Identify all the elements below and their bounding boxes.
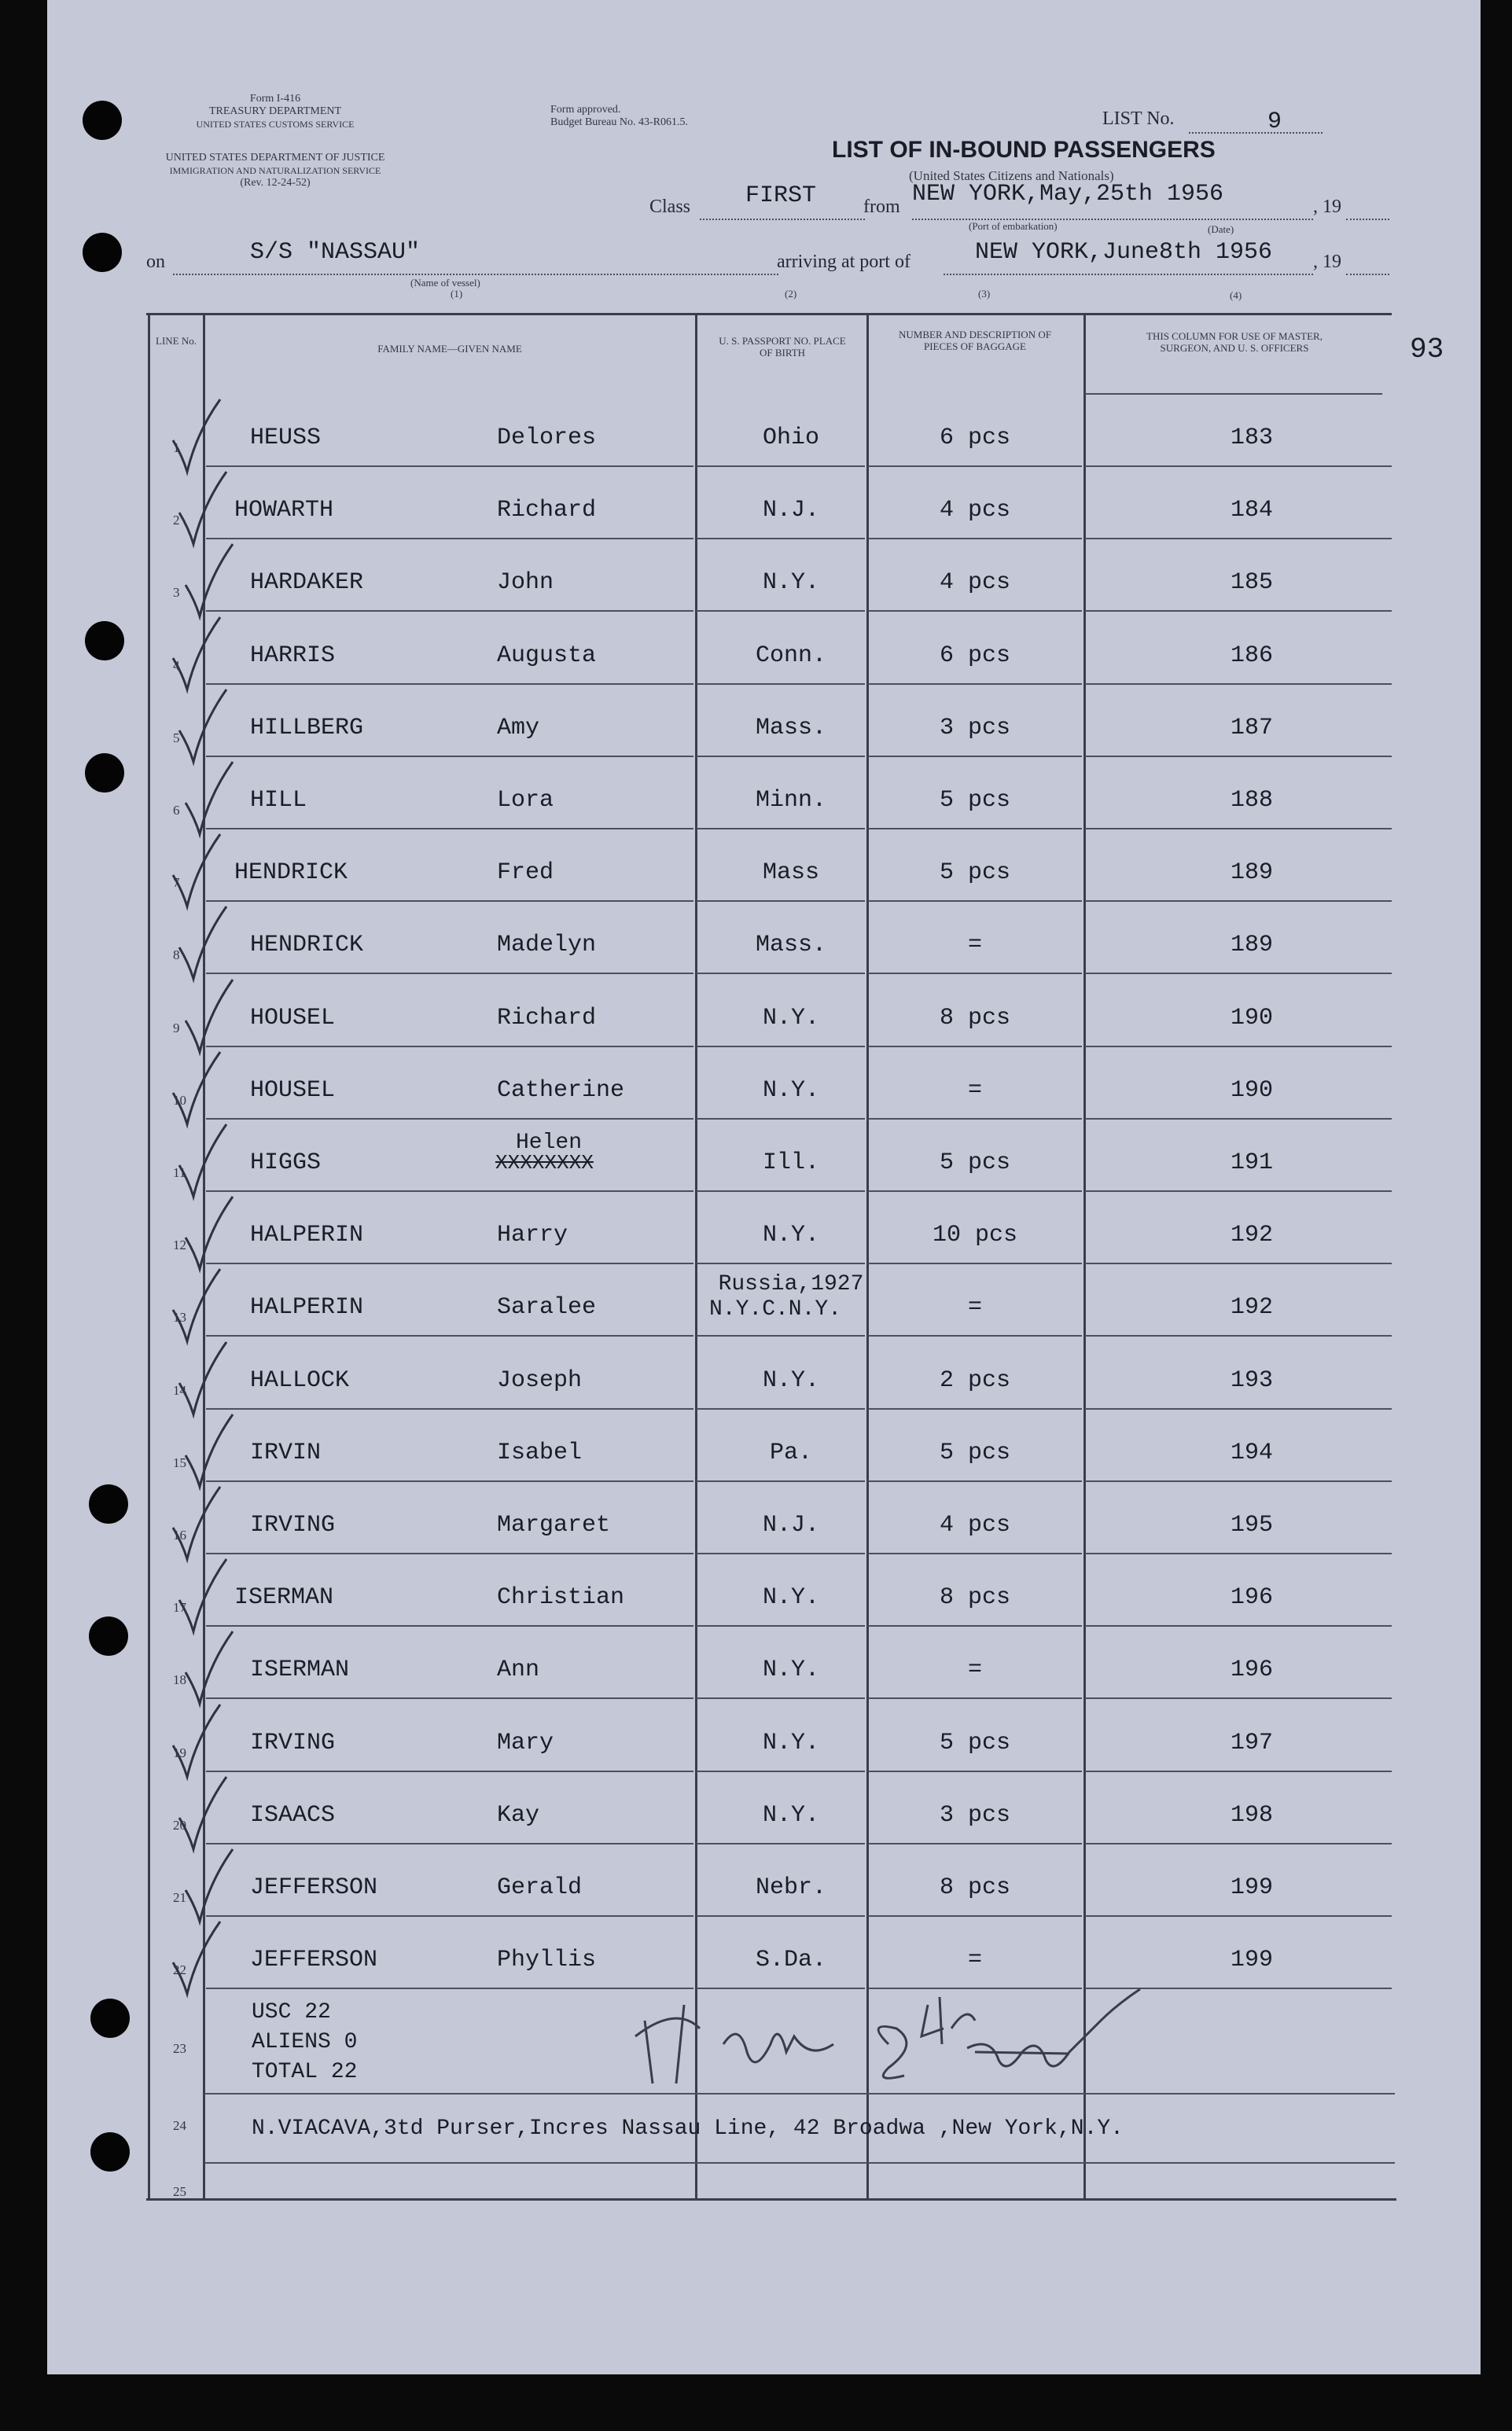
line-number: 9 (173, 1021, 180, 1035)
place-of-birth: Conn. (755, 642, 827, 669)
class-fill (700, 219, 865, 220)
row-rule (1085, 1771, 1392, 1772)
line-number: 15 (173, 1455, 186, 1470)
row-rule (1085, 1118, 1392, 1120)
document-subtitle: (United States Citizens and Nationals) (909, 168, 1114, 183)
row-rule (697, 828, 865, 829)
family-name: HARRIS (250, 642, 336, 669)
form-number: Form I-416 (249, 93, 301, 105)
punch-hole (85, 753, 124, 793)
row-rule (697, 1697, 865, 1699)
table-top-border (146, 313, 1392, 315)
officer-number: 196 (1230, 1584, 1274, 1611)
row-rule (868, 1263, 1082, 1264)
row-rule (206, 1118, 693, 1120)
family-name: JEFFERSON (250, 1947, 378, 1973)
officer-number: 190 (1230, 1077, 1274, 1104)
row-rule (1085, 1480, 1392, 1482)
class-label: Class (649, 197, 691, 217)
table-left-border (148, 313, 150, 2200)
row-rule (1085, 465, 1392, 467)
place-of-birth: Mass. (755, 932, 827, 958)
page-number: 93 (1410, 333, 1444, 366)
row-rule (1085, 610, 1392, 612)
officer-number: 188 (1230, 787, 1274, 814)
row-rule (697, 756, 865, 757)
baggage-count: 5 pcs (939, 787, 1011, 814)
from-value: NEW YORK,May,25th 1956 (912, 181, 1224, 208)
passport-divider (866, 313, 869, 2200)
baggage-count: 5 pcs (939, 859, 1011, 886)
given-name: Gerald (497, 1874, 583, 1901)
doj-label: UNITED STATES DEPARTMENT OF JUSTICE (165, 152, 385, 164)
family-name: HILLBERG (250, 715, 364, 741)
row-rule (868, 756, 1082, 757)
row-rule (868, 1190, 1082, 1192)
punch-hole (85, 621, 124, 660)
family-name: IRVING (250, 1730, 336, 1756)
family-name: HARDAKER (250, 569, 364, 596)
family-name: HALLOCK (250, 1367, 350, 1394)
year-suffix: , 19 (1313, 252, 1341, 272)
given-name: Helen (516, 1131, 583, 1155)
place-of-birth: N.Y. (762, 569, 820, 596)
row-rule (206, 538, 693, 539)
punch-hole (89, 1616, 128, 1656)
row-rule (1085, 756, 1392, 757)
line-number: 4 (173, 658, 180, 673)
officer-number: 194 (1230, 1440, 1274, 1466)
officer-number: 187 (1230, 715, 1274, 741)
row-rule (206, 1263, 693, 1264)
row-rule (697, 1046, 865, 1047)
line-number: 16 (173, 1528, 186, 1543)
revision-label: (Rev. 12-24-52) (240, 177, 311, 189)
officer-number: 198 (1230, 1802, 1274, 1829)
column-number: (1) (451, 288, 463, 300)
given-name: Amy (497, 715, 540, 741)
treasury-department: TREASURY DEPARTMENT (208, 105, 342, 117)
row-rule (868, 900, 1082, 902)
column-number: (4) (1230, 289, 1242, 301)
vessel-fill (173, 274, 778, 275)
given-name: Richard (497, 1005, 597, 1032)
name-divider (695, 313, 697, 2200)
family-name: IRVING (250, 1512, 336, 1539)
officer-number: 197 (1230, 1730, 1274, 1756)
family-name: HALPERIN (250, 1294, 364, 1321)
given-name: Fred (497, 859, 554, 886)
place-of-birth: N.Y. (762, 1367, 820, 1394)
place-of-birth: Minn. (755, 787, 827, 814)
row-rule (868, 465, 1082, 467)
baggage-count: 10 pcs (932, 1222, 1018, 1249)
doj-block (142, 152, 409, 189)
family-name: ISAACS (250, 1802, 336, 1829)
baggage-count: 8 pcs (939, 1584, 1011, 1611)
baggage-count: = (967, 1947, 983, 1973)
baggage-count: 8 pcs (939, 1005, 1011, 1032)
given-name: Saralee (497, 1294, 597, 1321)
class-value: FIRST (745, 182, 817, 209)
line-number: 23 (173, 2041, 186, 2056)
row-rule (697, 538, 865, 539)
line-number: 18 (173, 1672, 186, 1687)
baggage-count: 3 pcs (939, 1802, 1011, 1829)
row-rule (1085, 1915, 1392, 1917)
row-rule (206, 1190, 693, 1192)
place-of-birth: Mass. (755, 715, 827, 741)
place-of-birth: Ohio (762, 425, 820, 451)
total-passengers: TOTAL 22 (252, 2060, 358, 2084)
row-rule (206, 1771, 693, 1772)
officer-number: 189 (1230, 859, 1274, 886)
row-rule (206, 683, 693, 685)
row-rule (206, 1843, 693, 1844)
row-rule (868, 1408, 1082, 1410)
place-of-birth: N.Y. (762, 1005, 820, 1032)
row-rule (697, 1190, 865, 1192)
officer-number: 183 (1230, 425, 1274, 451)
form-agency-block (149, 93, 401, 131)
checkmark-icon (165, 1915, 228, 2002)
place-of-birth: N.J. (762, 1512, 820, 1539)
row-rule (697, 900, 865, 902)
family-name: HALPERIN (250, 1222, 364, 1249)
baggage-count: = (967, 932, 983, 958)
line-number: 25 (173, 2184, 186, 2199)
row-rule (697, 683, 865, 685)
baggage-count: 8 pcs (939, 1874, 1011, 1901)
row-rule (697, 465, 865, 467)
given-name: Kay (497, 1802, 540, 1829)
column-number: (3) (978, 288, 991, 300)
row-rule (1085, 683, 1392, 685)
row-rule (697, 1553, 865, 1554)
vessel-name: S/S "NASSAU" (250, 239, 421, 266)
total-aliens: ALIENS 0 (252, 2030, 358, 2054)
arriving-fill (944, 274, 1313, 275)
place-of-birth: N.Y. (762, 1802, 820, 1829)
table-bottom-border (146, 2198, 1396, 2201)
row-rule (1085, 1843, 1392, 1844)
line-number: 5 (173, 730, 180, 745)
place-of-birth: Pa. (769, 1440, 813, 1466)
line-number: 10 (173, 1093, 186, 1108)
punch-hole (90, 2132, 130, 2172)
row-rule (697, 1771, 865, 1772)
baggage-count: 5 pcs (939, 1730, 1011, 1756)
row-rule (1085, 973, 1392, 974)
form-approval (550, 104, 688, 129)
row-rule (206, 1915, 693, 1917)
punch-hole (90, 1999, 130, 2038)
row-rule (868, 1771, 1082, 1772)
date-caption: (Date) (1208, 223, 1234, 235)
on-label: on (146, 252, 165, 272)
place-of-birth: N.J. (762, 497, 820, 524)
place-of-birth: N.Y. (762, 1222, 820, 1249)
row-rule (868, 1843, 1082, 1844)
row-rule (868, 538, 1082, 539)
given-name: Lora (497, 787, 554, 814)
place-of-birth: Russia,1927 (718, 1272, 864, 1296)
officer-number: 192 (1230, 1222, 1274, 1249)
row-rule (206, 1988, 693, 1989)
line-number: 3 (173, 585, 180, 600)
family-name: HENDRICK (234, 859, 348, 886)
punch-hole (83, 101, 122, 140)
row-rule (206, 610, 693, 612)
officer-number: 192 (1230, 1294, 1274, 1321)
row-rule (868, 1118, 1082, 1120)
family-name: HENDRICK (250, 932, 364, 958)
row-rule (1085, 1553, 1392, 1554)
row-rule (1085, 1190, 1392, 1192)
baggage-count: 5 pcs (939, 1440, 1011, 1466)
struck-given-name: XXXXXXXX (495, 1151, 594, 1175)
row-rule (868, 1915, 1082, 1917)
row-rule (1085, 1263, 1392, 1264)
row-rule (206, 828, 693, 829)
row-rule (868, 610, 1082, 612)
row-rule (206, 756, 693, 757)
given-name: Christian (497, 1584, 625, 1611)
row-rule (868, 1553, 1082, 1554)
given-name: Phyllis (497, 1947, 597, 1973)
row-rule (697, 1843, 865, 1844)
list-no-fill (1189, 132, 1323, 134)
officer-number: 195 (1230, 1512, 1274, 1539)
given-name: Richard (497, 497, 597, 524)
arriving-value: NEW YORK,June8th 1956 (975, 239, 1273, 266)
row-rule (697, 1118, 865, 1120)
family-name: HIGGS (250, 1149, 322, 1176)
total-usc: USC 22 (252, 2000, 331, 2025)
line-number: 11 (173, 1165, 186, 1180)
row-rule (868, 1480, 1082, 1482)
vessel-caption: (Name of vessel) (410, 277, 480, 289)
row-rule (204, 2162, 1395, 2164)
purser-line: N.VIACAVA,3td Purser,Incres Nassau Line, 42 Broadwa ,New York,N.Y. (252, 2117, 1124, 2141)
document-title: LIST OF IN-BOUND PASSENGERS (832, 137, 1216, 163)
line-number: 8 (173, 947, 180, 962)
row-rule (206, 973, 693, 974)
baggage-count: 4 pcs (939, 1512, 1011, 1539)
row-rule (206, 1335, 693, 1337)
row-rule (868, 1625, 1082, 1627)
family-name: ISERMAN (250, 1657, 350, 1683)
baggage-count: = (967, 1077, 983, 1104)
row-rule (868, 1046, 1082, 1047)
row-rule (697, 1335, 865, 1337)
officer-number: 191 (1230, 1149, 1274, 1176)
arriving-label: arriving at port of (777, 252, 911, 272)
baggage-count: 5 pcs (939, 1149, 1011, 1176)
line-number: 13 (173, 1310, 186, 1325)
row-rule (1085, 900, 1392, 902)
family-name: HOWARTH (234, 497, 334, 524)
family-name: IRVIN (250, 1440, 322, 1466)
line-number: 1 (173, 440, 180, 455)
line-number: 7 (173, 875, 180, 890)
officer-number: 190 (1230, 1005, 1274, 1032)
row-rule (697, 973, 865, 974)
customs-service: UNITED STATES CUSTOMS SERVICE (196, 119, 355, 130)
year-fill (1346, 219, 1389, 220)
row-rule (697, 1263, 865, 1264)
place-of-birth: Mass (762, 859, 820, 886)
place-of-birth: S.Da. (755, 1947, 827, 1973)
line-number: 20 (173, 1818, 186, 1833)
handwritten-signature (629, 1973, 1164, 2099)
row-rule (1085, 1335, 1392, 1337)
family-name: ISERMAN (234, 1584, 334, 1611)
officer-header-rule (1085, 393, 1382, 395)
form-approved: Form approved. (550, 104, 621, 116)
place-of-birth: Nebr. (755, 1874, 827, 1901)
baggage-count: 3 pcs (939, 715, 1011, 741)
baggage-count: 4 pcs (939, 569, 1011, 596)
year-fill (1346, 274, 1389, 275)
officer-number: 184 (1230, 497, 1274, 524)
family-name: HEUSS (250, 425, 322, 451)
row-rule (868, 1697, 1082, 1699)
officer-number: 193 (1230, 1367, 1274, 1394)
row-rule (868, 1335, 1082, 1337)
row-rule (206, 900, 693, 902)
row-rule (697, 610, 865, 612)
given-name: Madelyn (497, 932, 597, 958)
column-header-line: LINE No. (156, 335, 197, 347)
place-of-birth: N.Y. (762, 1657, 820, 1683)
family-name: JEFFERSON (250, 1874, 378, 1901)
row-rule (1085, 1697, 1392, 1699)
place-of-birth: Ill. (762, 1149, 820, 1176)
budget-bureau: Budget Bureau No. 43-R061.5. (550, 116, 688, 128)
ins-label: IMMIGRATION AND NATURALIZATION SERVICE (169, 165, 381, 176)
row-rule (697, 1915, 865, 1917)
row-rule (868, 973, 1082, 974)
from-label: from (863, 197, 900, 217)
place-of-birth-line-2: N.Y.C.N.Y. (708, 1297, 842, 1322)
list-no-value: 9 (1267, 108, 1282, 135)
list-no-label: LIST No. (1102, 108, 1175, 129)
officer-number: 185 (1230, 569, 1274, 596)
baggage-count: 6 pcs (939, 642, 1011, 669)
row-rule (697, 1408, 865, 1410)
column-number: (2) (785, 288, 797, 300)
given-name: John (497, 569, 554, 596)
family-name: HOUSEL (250, 1077, 336, 1104)
baggage-count: = (967, 1294, 983, 1321)
line-number: 19 (173, 1745, 186, 1760)
column-header-officers: THIS COLUMN FOR USE OF MASTER, SURGEON, AND U. S. OFFICERS (1146, 330, 1323, 354)
line-number: 14 (173, 1383, 186, 1398)
given-name: Joseph (497, 1367, 583, 1394)
given-name: Delores (497, 425, 597, 451)
column-header-baggage: NUMBER AND DESCRIPTION OF PIECES OF BAGGAGE (899, 329, 1051, 352)
baggage-divider (1083, 313, 1086, 2200)
given-name: Margaret (497, 1512, 611, 1539)
baggage-count: 2 pcs (939, 1367, 1011, 1394)
row-rule (697, 1480, 865, 1482)
row-rule (206, 465, 693, 467)
given-name: Ann (497, 1657, 540, 1683)
row-rule (206, 1553, 693, 1554)
column-header-name: FAMILY NAME—GIVEN NAME (377, 343, 522, 355)
place-of-birth: N.Y. (762, 1584, 820, 1611)
row-rule (1085, 1408, 1392, 1410)
row-rule (206, 1697, 693, 1699)
row-rule (206, 1046, 693, 1047)
officer-number: 186 (1230, 642, 1274, 669)
baggage-count: 4 pcs (939, 497, 1011, 524)
line-number: 12 (173, 1238, 186, 1252)
row-rule (206, 1408, 693, 1410)
row-rule (206, 1625, 693, 1627)
line-number: 22 (173, 1962, 186, 1977)
row-rule (1085, 538, 1392, 539)
row-rule (1085, 1046, 1392, 1047)
line-number: 2 (173, 513, 180, 528)
place-of-birth: N.Y. (762, 1730, 820, 1756)
row-rule (868, 828, 1082, 829)
year-suffix: , 19 (1313, 197, 1341, 217)
line-number: 17 (173, 1600, 186, 1615)
punch-hole (89, 1484, 128, 1524)
family-name: HILL (250, 787, 307, 814)
baggage-count: 6 pcs (939, 425, 1011, 451)
column-header-passport: U. S. PASSPORT NO. PLACE OF BIRTH (719, 335, 846, 359)
officer-number: 199 (1230, 1947, 1274, 1973)
line-number: 6 (173, 803, 180, 818)
row-rule (868, 683, 1082, 685)
given-name: Isabel (497, 1440, 583, 1466)
row-rule (206, 1480, 693, 1482)
baggage-count: = (967, 1657, 983, 1683)
place-of-birth: N.Y. (762, 1077, 820, 1104)
line-number: 21 (173, 1890, 186, 1905)
row-rule (1085, 828, 1392, 829)
line-number: 24 (173, 2118, 186, 2133)
port-embarkation-caption: (Port of embarkation) (969, 220, 1058, 232)
punch-hole (83, 233, 122, 272)
row-rule (1085, 1625, 1392, 1627)
officer-number: 189 (1230, 932, 1274, 958)
given-name: Harry (497, 1222, 568, 1249)
given-name: Mary (497, 1730, 554, 1756)
row-rule (697, 1625, 865, 1627)
family-name: HOUSEL (250, 1005, 336, 1032)
officer-number: 199 (1230, 1874, 1274, 1901)
officer-number: 196 (1230, 1657, 1274, 1683)
given-name: Augusta (497, 642, 597, 669)
given-name: Catherine (497, 1077, 625, 1104)
